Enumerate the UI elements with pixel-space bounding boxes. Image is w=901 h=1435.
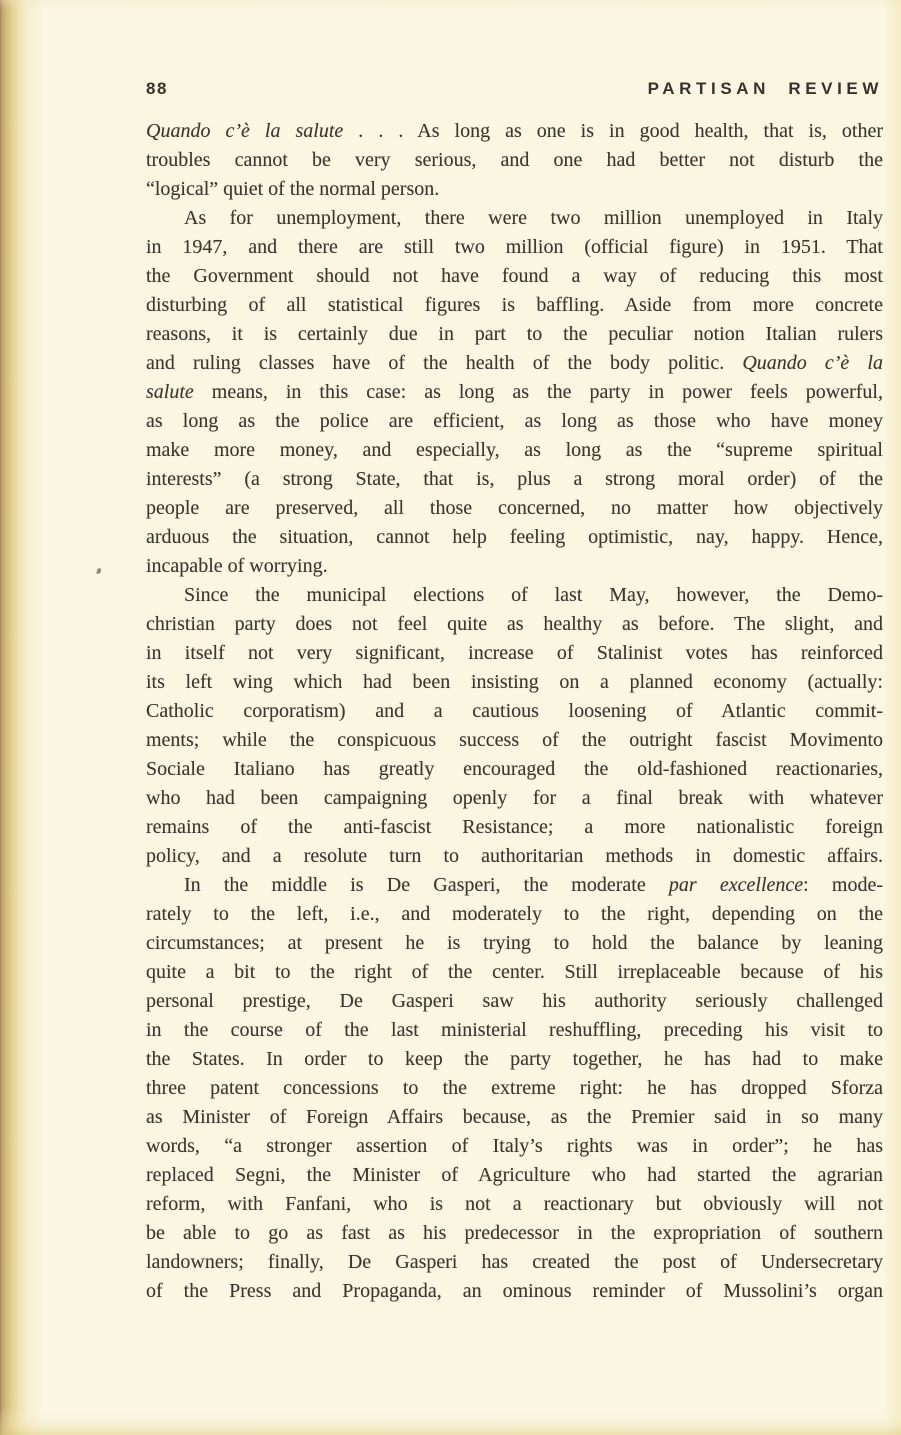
body-text: incapable of worrying.	[146, 555, 328, 577]
scan-speckle	[96, 568, 102, 575]
body-text: and ruling classes have of the health of the body politic.	[146, 352, 743, 374]
text-line	[146, 987, 883, 1016]
body-text: its left wing which had been insisting on a planned economy (actually:	[146, 671, 883, 693]
text-line	[146, 581, 883, 610]
text-line	[146, 639, 883, 668]
text-line	[146, 175, 883, 204]
text-line	[146, 726, 883, 755]
body-text: as long as the police are efficient, as long as those who have money	[146, 410, 883, 432]
text-line	[146, 958, 883, 987]
text-line	[146, 465, 883, 494]
body-text: Since the municipal elections of last May, however, the Demo-	[184, 584, 883, 606]
text-line	[146, 146, 883, 175]
text-line	[146, 494, 883, 523]
text-line	[146, 1161, 883, 1190]
body-text: In the middle is De Gasperi, the moderate	[184, 874, 669, 896]
text-line	[146, 349, 883, 378]
text-line	[146, 523, 883, 552]
body-text: arduous the situation, cannot help feeling optimistic, nay, happy. Hence,	[146, 526, 883, 548]
text-line	[146, 378, 883, 407]
text-line	[146, 1190, 883, 1219]
text-line	[146, 668, 883, 697]
page-edge-top	[0, 0, 901, 10]
body-text: replaced Segni, the Minister of Agriculture who had started the agrarian	[146, 1164, 883, 1186]
body-text: remains of the anti-fascist Resistance; a more nationalistic foreign	[146, 816, 883, 838]
body-text: make more money, and especially, as long as the “supreme spiritual	[146, 439, 883, 461]
text-line	[146, 204, 883, 233]
journal-title: PARTISAN REVIEW	[647, 79, 883, 98]
text-line	[146, 1103, 883, 1132]
body-text: disturbing of all statistical figures is baffling. Aside from more concrete	[146, 294, 883, 316]
text-line	[146, 320, 883, 349]
text-line	[146, 291, 883, 320]
body-text: reform, with Fanfani, who is not a reactionary but obviously will not	[146, 1193, 883, 1215]
text-line	[146, 1248, 883, 1277]
body-text: christian party does not feel quite as healthy as before. The slight, and	[146, 613, 883, 635]
body-text: Catholic corporatism) and a cautious loosening of Atlantic commit-	[146, 700, 883, 722]
text-line	[146, 784, 883, 813]
body-text: who had been campaigning openly for a final break with whatever	[146, 787, 883, 809]
body-text: in itself not very significant, increase of Stalinist votes has reinforced	[146, 642, 883, 664]
body-text: as Minister of Foreign Affairs because, as the Premier said in so many	[146, 1106, 883, 1128]
text-line	[146, 117, 883, 146]
body-text: Sociale Italiano has greatly encouraged the old-fashioned reactionaries,	[146, 758, 883, 780]
italic-text: par excellence	[668, 874, 804, 896]
body-text: reasons, it is certainly due in part to the peculiar notion Italian rulers	[146, 323, 883, 345]
text-line	[146, 755, 883, 784]
body-text: be able to go as fast as his predecessor in the expropriation of southern	[146, 1222, 883, 1244]
text-line	[146, 262, 883, 291]
body-text: landowners; finally, De Gasperi has created the post of Undersecretary	[146, 1251, 883, 1273]
body-text: of the Press and Propaganda, an ominous reminder of Mussolini’s organ	[146, 1280, 883, 1302]
text-line	[146, 610, 883, 639]
text-line	[146, 1132, 883, 1161]
text-line	[146, 697, 883, 726]
text-line	[146, 407, 883, 436]
text-line	[146, 1074, 883, 1103]
text-line	[146, 842, 883, 871]
body-text: troubles cannot be very serious, and one had better not disturb the	[146, 149, 883, 171]
text-line	[146, 813, 883, 842]
body-text: . . . As long as one is in good health, that is, other	[343, 120, 884, 142]
body-text: ments; while the conspicuous success of the outright fascist Movimento	[146, 729, 883, 751]
body-text: the States. In order to keep the party together, he has had to make	[146, 1048, 883, 1070]
body-text: in the course of the last ministerial reshuffling, preceding his visit to	[146, 1019, 883, 1041]
text-line	[146, 233, 883, 262]
text-line	[146, 1277, 883, 1306]
body-text: policy, and a resolute turn to authoritarian methods in domestic affairs.	[146, 845, 883, 867]
text-line	[146, 436, 883, 465]
text-line	[146, 1219, 883, 1248]
text-line	[146, 871, 883, 900]
page-edge-bottom	[0, 1407, 901, 1435]
body-text: words, “a stronger assertion of Italy’s rights was in order”; he has	[146, 1135, 883, 1157]
body-text: rately to the left, i.e., and moderately to the right, depending on the	[146, 903, 883, 925]
body-text: : mode-	[803, 874, 883, 896]
body-text: means, in this case: as long as the party in power feels powerful,	[193, 381, 883, 403]
page-number: 88	[146, 79, 168, 98]
text-line	[146, 900, 883, 929]
running-head	[146, 79, 883, 99]
text-line	[146, 1016, 883, 1045]
text-line	[146, 1045, 883, 1074]
body-text: people are preserved, all those concerned, no matter how objectively	[146, 497, 883, 519]
article-body	[146, 117, 883, 1306]
italic-text: salute	[146, 381, 194, 403]
body-text: in 1947, and there are still two million (official figure) in 1951. That	[146, 236, 883, 258]
body-text: personal prestige, De Gasperi saw his authority seriously challenged	[146, 990, 883, 1012]
body-text: As for unemployment, there were two million unemployed in Italy	[184, 207, 883, 229]
body-text: three patent concessions to the extreme right: he has dropped Sforza	[146, 1077, 883, 1099]
italic-text: Quando c’è la	[742, 352, 883, 374]
body-text: quite a bit to the right of the center. Still irreplaceable because of his	[146, 961, 883, 983]
italic-text: Quando c’è la salute	[146, 120, 344, 142]
page-edge-right	[883, 0, 901, 1435]
body-text: the Government should not have found a way of reducing this most	[146, 265, 883, 287]
text-line	[146, 552, 883, 581]
body-text: “logical” quiet of the normal person.	[146, 178, 440, 200]
body-text: interests” (a strong State, that is, plus a strong moral order) of the	[146, 468, 883, 490]
text-line	[146, 929, 883, 958]
page-edge-left	[0, 0, 70, 1435]
body-text: circumstances; at present he is trying to hold the balance by leaning	[146, 932, 883, 954]
